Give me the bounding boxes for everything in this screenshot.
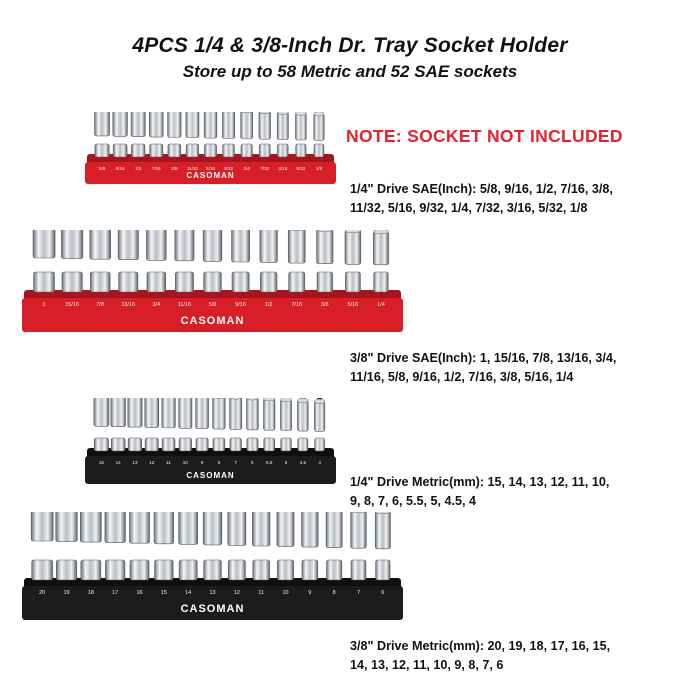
size-label: 3/4 [152, 302, 161, 308]
socket-not-included-note: NOTE: SOCKET NOT INCLUDED [346, 126, 623, 146]
socket [314, 398, 324, 451]
socket [252, 512, 270, 580]
size-label: 11 [166, 460, 171, 465]
product-subtitle: Store up to 58 Metric and 52 SAE sockets [182, 62, 518, 81]
size-label: 16 [136, 590, 143, 596]
socket [296, 112, 307, 157]
description-line-1: 3/8" Drive Metric(mm): 20, 19, 18, 17, 16, 15, [350, 639, 611, 653]
socket [90, 230, 111, 292]
socket [129, 512, 149, 580]
size-label: 12 [149, 460, 155, 465]
brand-logo: CASOMAN [180, 315, 245, 327]
size-label: 5/8 [98, 166, 106, 171]
socket [94, 398, 109, 451]
socket [203, 512, 222, 580]
socket [204, 112, 217, 157]
socket [222, 112, 234, 157]
product-title: 4PCS 1/4 & 3/8-Inch Dr. Tray Socket Holder [132, 34, 568, 57]
socket [33, 230, 55, 292]
socket [203, 230, 222, 292]
socket [168, 112, 181, 157]
socket [175, 230, 194, 292]
tray-quarter-metric [83, 398, 338, 488]
size-label: 6 [381, 590, 385, 596]
size-label: 5.5 [266, 460, 273, 465]
description-line-1: 3/8" Drive SAE(Inch): 1, 15/16, 7/8, 13/16, 3/4, [350, 351, 617, 365]
socket [302, 512, 319, 580]
description-line-2: 11/16, 5/8, 9/16, 1/2, 7/16, 3/8, 5/16, 1/4 [350, 370, 574, 384]
tray-three-eighths-sae [20, 230, 405, 340]
size-label: 1/2 [134, 166, 142, 171]
description-line-1: 1/4" Drive Metric(mm): 15, 14, 13, 12, 11, 10, [350, 475, 610, 489]
size-label: 1/2 [264, 302, 273, 308]
description-line-2: 9, 8, 7, 6, 5.5, 5, 4.5, 4 [350, 494, 477, 508]
size-label: 5/8 [208, 302, 217, 308]
tray-quarter-metric-description [350, 473, 690, 511]
socket-tray-graphic [20, 230, 405, 340]
socket [113, 112, 128, 157]
socket [154, 512, 174, 580]
size-label: 11/32 [186, 166, 199, 171]
size-label: 10 [282, 590, 289, 596]
socket [179, 398, 192, 451]
size-label: 6 [251, 460, 254, 465]
socket-tray-graphic [20, 512, 405, 627]
size-label: 13 [132, 460, 138, 465]
socket [247, 398, 259, 451]
socket [128, 398, 142, 451]
tray-three-eighths-sae-description [350, 349, 690, 387]
size-label: 5/16 [206, 166, 215, 171]
brand-logo: CASOMAN [186, 471, 235, 480]
socket [145, 398, 159, 451]
size-label: 19 [63, 590, 70, 596]
socket [61, 230, 82, 292]
size-label: 15/16 [65, 302, 79, 308]
socket [317, 230, 333, 292]
size-label: 7/32 [260, 166, 270, 171]
size-label: 1/4 [377, 302, 385, 308]
socket [179, 512, 198, 580]
size-label: 11 [258, 590, 265, 596]
socket [31, 512, 53, 580]
description-line-2: 14, 13, 12, 11, 10, 9, 8, 7, 6 [350, 658, 504, 672]
size-label: 4 [318, 460, 321, 465]
socket [241, 112, 253, 157]
size-label: 5/16 [347, 302, 359, 308]
socket [228, 512, 246, 580]
socket [264, 398, 275, 451]
size-label: 7/16 [151, 166, 161, 171]
socket [56, 512, 78, 580]
size-label: 3/16 [278, 166, 288, 171]
socket [351, 512, 367, 580]
size-label: 18 [87, 590, 94, 596]
size-label: 15 [98, 460, 104, 465]
socket [131, 112, 145, 157]
socket [146, 230, 166, 292]
socket-tray-graphic [83, 398, 338, 488]
size-label: 1/8 [315, 166, 323, 171]
tray-quarter-sae-description [350, 180, 690, 218]
socket [281, 398, 292, 451]
size-label: 17 [112, 590, 119, 596]
socket [373, 230, 388, 292]
size-label: 20 [39, 590, 46, 596]
socket [186, 112, 199, 157]
socket [314, 112, 324, 157]
brand-logo: CASOMAN [180, 603, 245, 615]
size-label: 10 [182, 460, 188, 465]
size-label: 9 [200, 460, 204, 465]
size-label: 9/32 [224, 166, 234, 171]
size-label: 8 [217, 460, 221, 465]
socket [230, 398, 242, 451]
size-label: 13/16 [121, 302, 136, 308]
size-label: 9/16 [235, 302, 246, 308]
size-label: 3/8 [171, 166, 178, 171]
socket [213, 398, 226, 451]
socket [196, 398, 209, 451]
socket [260, 230, 277, 292]
socket [259, 112, 271, 157]
socket [288, 230, 305, 292]
size-label: 14 [185, 590, 192, 596]
size-label: 13 [209, 590, 216, 596]
size-label: 5 [284, 460, 288, 465]
size-label: 11/16 [177, 302, 192, 308]
socket-tray-graphic [83, 112, 338, 190]
socket [375, 512, 390, 580]
socket [80, 512, 101, 580]
socket [277, 112, 288, 157]
socket [149, 112, 163, 157]
socket [111, 398, 126, 451]
socket [297, 398, 308, 451]
size-label: 5/32 [296, 166, 306, 171]
size-label: 15 [160, 590, 167, 596]
size-label: 1/4 [243, 166, 250, 171]
size-label: 9 [308, 590, 312, 596]
size-label: 7 [234, 460, 237, 465]
socket [277, 512, 294, 580]
brand-logo: CASOMAN [186, 171, 235, 180]
size-label: 7 [356, 590, 361, 596]
tray-three-eighths-metric-description [350, 637, 690, 675]
size-label: 12 [233, 590, 240, 596]
size-label: 4.5 [299, 460, 307, 465]
size-label: 14 [115, 460, 121, 465]
size-label: 3/8 [320, 302, 329, 308]
size-label: 8 [332, 590, 336, 596]
size-label: 9/16 [115, 166, 125, 171]
description-line-2: 11/32, 5/16, 9/32, 1/4, 7/32, 3/16, 5/32, 1/8 [350, 201, 588, 215]
tray-quarter-sae [83, 112, 338, 190]
socket [326, 512, 342, 580]
socket [105, 512, 126, 580]
socket [118, 230, 138, 292]
size-label: 7/16 [291, 302, 303, 308]
tray-three-eighths-metric [20, 512, 405, 627]
socket [345, 230, 361, 292]
size-label: 1 [42, 302, 46, 308]
size-label: 7/8 [96, 302, 105, 308]
socket [95, 112, 110, 157]
description-line-1: 1/4" Drive SAE(Inch): 5/8, 9/16, 1/2, 7/16, 3/8, [350, 182, 613, 196]
socket [232, 230, 250, 292]
socket [162, 398, 176, 451]
